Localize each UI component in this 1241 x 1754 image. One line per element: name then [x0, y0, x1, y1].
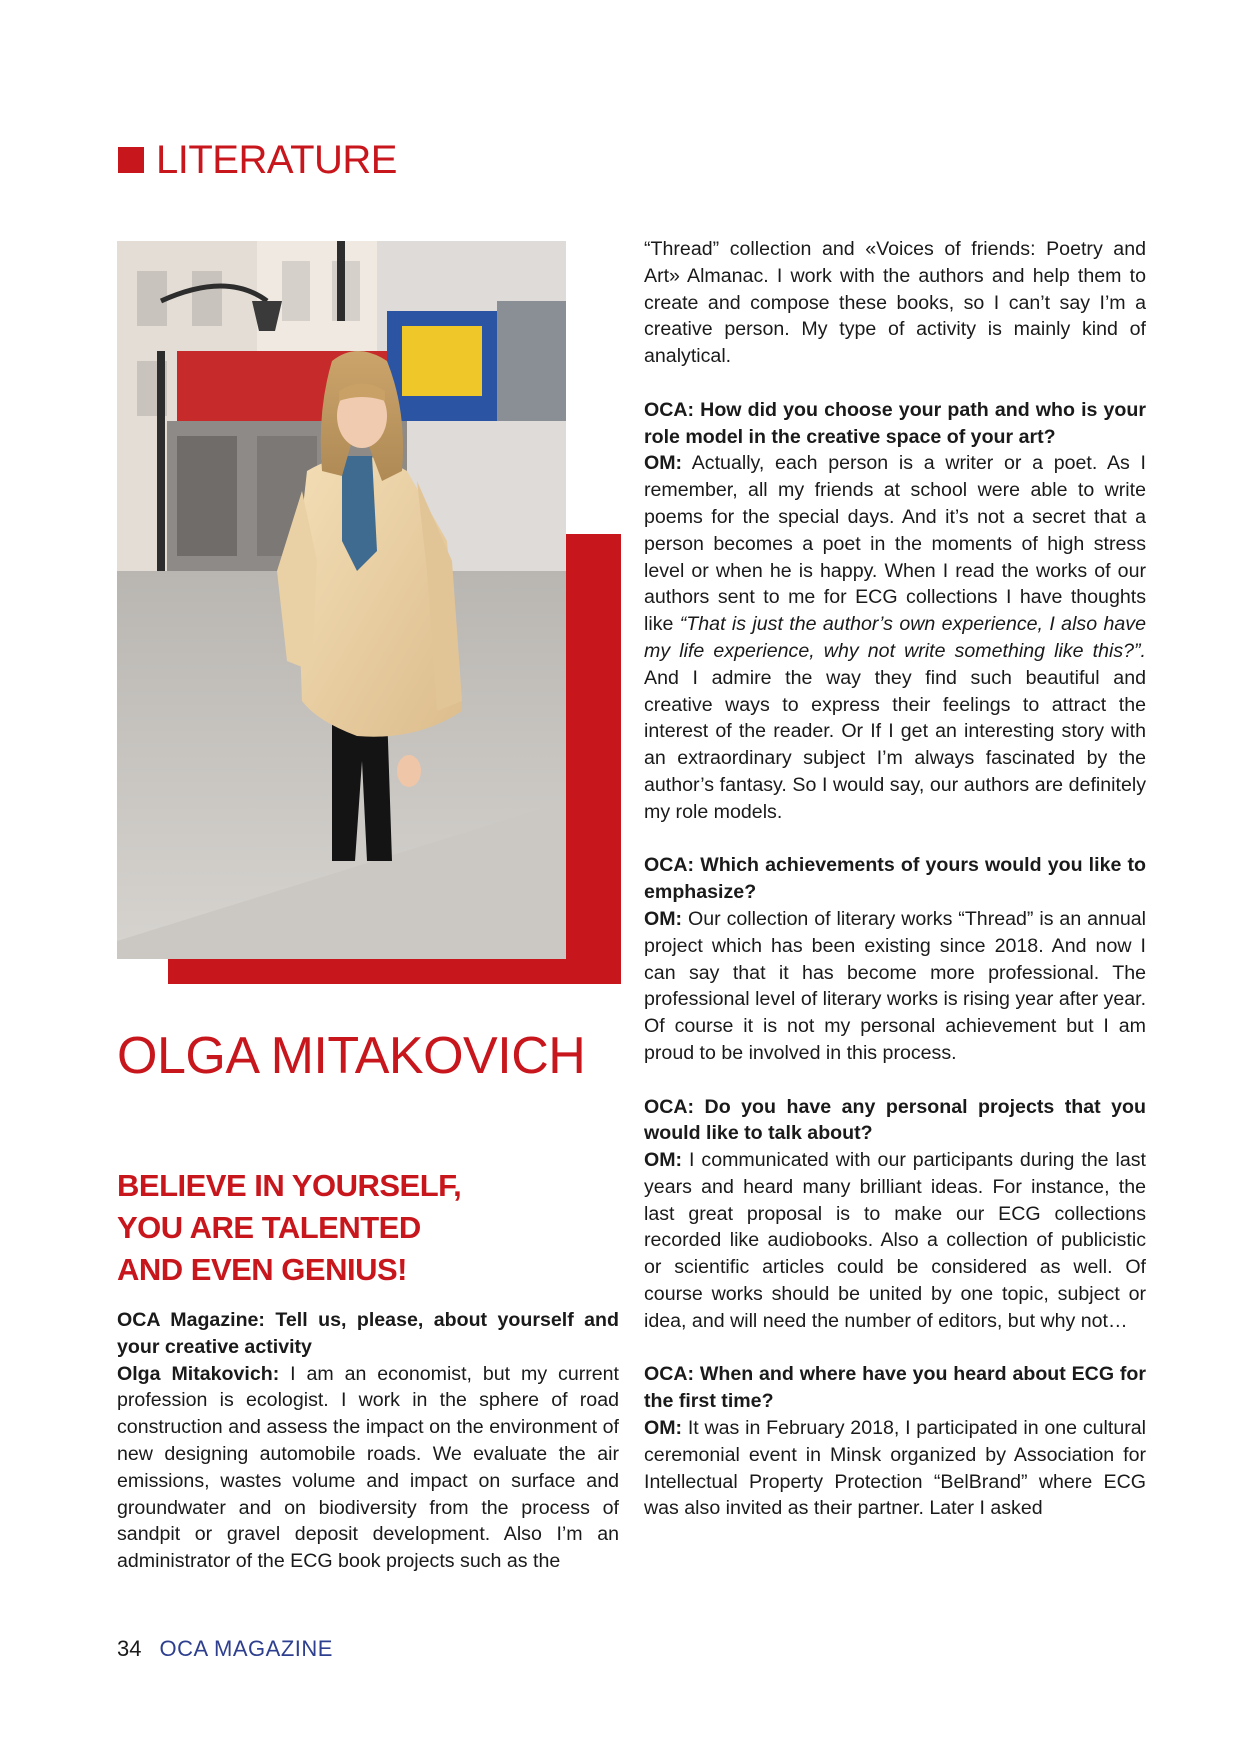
answer-text: I am an economist, but my current profession is ecologist. I work in the sphere of road construction and assess the impact on the environment of new designing automobile roads. We evaluate the air emissions, wastes volume and impact on surface and groundwater and on biodiversity from the process of sandpit or gravel deposit development. Also I’m an administrator of the ECG book projects such as the	[117, 1362, 619, 1573]
section-header	[118, 140, 397, 180]
section-title: LITERATURE	[156, 138, 397, 182]
headline-line: BELIEVE IN YOURSELF,	[117, 1168, 462, 1203]
right-column	[644, 236, 1146, 1522]
answer-text: And I admire the way they find such beautiful and creative ways to express their feelings to attract the interest of the reader. Or If I get an interesting story with an extraordinary subject I’m always fascinated by the author’s fantasy. So I would say, our authors are definitely my role models.	[644, 666, 1146, 823]
interview-question: OCA Magazine: Tell us, please, about yourself and your creative activity	[117, 1309, 619, 1358]
answer-label: Olga Mitakovich:	[117, 1362, 280, 1385]
interview-answer	[644, 450, 1146, 825]
interview-question: OCA: Which achievements of yours would you like to emphasize?	[644, 854, 1146, 904]
answer-label: OM:	[644, 1149, 683, 1172]
article-headline	[117, 1165, 567, 1291]
answer-quote: “That is just the author’s own experience, I also have my life experience, why not write something like this?”.	[644, 613, 1146, 662]
magazine-name: OCA MAGAZINE	[159, 1636, 333, 1661]
interview-answer	[644, 1415, 1146, 1522]
interview-question: OCA: How did you choose your path and who is your role model in the creative space of your art?	[644, 398, 1146, 448]
section-marker	[118, 147, 144, 173]
photo-frame-vertical	[566, 534, 621, 984]
answer-label: OM:	[644, 907, 683, 930]
headline-line: YOU ARE TALENTED	[117, 1210, 421, 1245]
answer-label: OM:	[644, 452, 683, 475]
answer-text: Our collection of literary works “Thread” is an annual project which has been existing since 2018. And now I can say that it has become more professional. The professional level of literary works is rising year after year. Of course it is not my personal achievement but I am proud to be involved in this process.	[644, 907, 1147, 1064]
interviewee-name: OLGA MITAKOVICH	[117, 1027, 586, 1085]
answer-text: I communicated with our participants during the last years and heard many brilliant ideas. For instance, the last great proposal is to make our ECG collections recorded like audiobooks. Also a collection of publicistic or scientific articles could be considered as well. Of course works should be united by one topic, subject or idea, and will need the number of editors, but why not…	[644, 1149, 1146, 1332]
interview-answer	[644, 906, 1146, 1067]
headline-line: AND EVEN GENIUS!	[117, 1252, 407, 1287]
interview-answer	[117, 1361, 619, 1575]
interview-question: OCA: When and where have you heard about ECG for the first time?	[644, 1363, 1146, 1413]
answer-label: OM:	[644, 1417, 683, 1440]
page-number: 34	[117, 1636, 142, 1661]
answer-text: It was in February 2018, I participated in one cultural ceremonial event in Minsk organized by Association for Intellectual Property Protection “BelBrand” where ECG was also invited as their partner. Later I asked	[644, 1417, 1146, 1520]
answer-text: Actually, each person is a writer or a poet. As I remember, all my friends at school were able to write poems for the special days. And it’s not a secret that a person becomes a poet in the moments of high stress level or when he is happy. When I read the works of our authors sent to me for ECG collections I have thoughts like	[644, 452, 1146, 636]
page-footer	[117, 1636, 333, 1662]
interview-question: OCA: Do you have any personal projects that you would like to talk about?	[644, 1095, 1146, 1145]
interview-answer	[644, 1147, 1146, 1335]
portrait-photo	[117, 241, 566, 959]
left-column	[117, 1307, 619, 1575]
answer-continuation: “Thread” collection and «Voices of friends: Poetry and Art» Almanac. I work with the authors and help them to create and compose these books, so I can’t say I’m a creative person. My type of activity is mainly kind of analytical.	[644, 238, 1146, 368]
